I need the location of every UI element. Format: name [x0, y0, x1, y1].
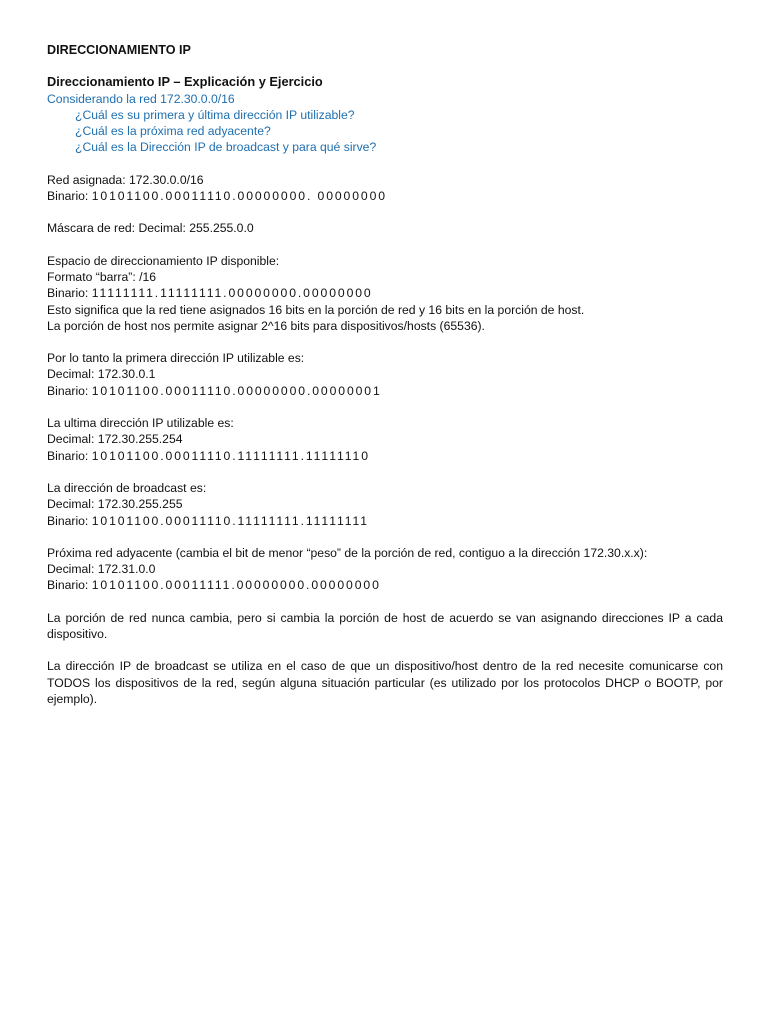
spacer — [47, 237, 727, 253]
espacio-title: Espacio de direccionamiento IP disponible: — [47, 253, 280, 268]
formato-line: Formato “barra”: /16 — [47, 269, 157, 284]
binario-value: 10101100.00011110.00000000.00000001 — [91, 383, 382, 398]
spacer — [47, 58, 727, 74]
decimal-value: 172.30.0.1 — [97, 367, 156, 382]
primera-title: Por lo tanto la primera dirección IP utilizable es: — [47, 351, 305, 366]
decimal-label: Decimal: — [47, 367, 95, 382]
decimal-value: 172.30.255.255 — [97, 497, 183, 512]
document-subheading: Direccionamiento IP – Explicación y Ejercicio — [47, 74, 323, 90]
decimal-value: 172.31.0.0 — [97, 562, 156, 577]
binario-label: Binario: — [47, 578, 89, 593]
decimal-value: 172.30.255.254 — [97, 432, 183, 447]
spacer — [47, 399, 727, 415]
proxima-title: Próxima red adyacente (cambia el bit de menor “peso” de la porción de red, contiguo a la dirección 172.30.x.x): — [47, 545, 648, 560]
spacer — [47, 594, 727, 610]
binario-value: 10101100.00011110.00000000. 00000000 — [91, 189, 387, 204]
binario-value: 10101100.00011110.11111111.11111111 — [91, 513, 369, 528]
spacer — [47, 156, 727, 172]
ultima-binario-line — [47, 448, 727, 464]
spacer — [47, 204, 727, 220]
question-1: ¿Cuál es su primera y última dirección IP utilizable? — [75, 107, 355, 122]
question-3: ¿Cuál es la Dirección IP de broadcast y para qué sirve? — [75, 140, 377, 155]
explicacion-line-2: La porción de host nos permite asignar 2^16 bits para dispositivos/hosts (65536). — [47, 318, 485, 333]
spacer — [47, 334, 727, 350]
binario-label: Binario: — [47, 448, 89, 463]
ultima-decimal-line — [47, 431, 727, 447]
primera-binario-line — [47, 383, 727, 399]
broadcast-binario-line — [47, 513, 727, 529]
binario-label: Binario: — [47, 513, 89, 528]
binario-label: Binario: — [47, 383, 89, 398]
paragraph-broadcast: La dirección IP de broadcast se utiliza en el caso de que un dispositivo/host dentro de la red necesite comunicarse con TODOS los dispositivos de la red, según alguna situación particular (es utilizado por los protocolos DHCP o BOOTP, por ejemplo). — [47, 659, 723, 706]
proxima-binario-line — [47, 577, 727, 593]
primera-decimal-line — [47, 366, 727, 382]
ultima-title: La ultima dirección IP utilizable es: — [47, 416, 234, 431]
decimal-label: Decimal: — [47, 497, 95, 512]
binario-value: 11111111.11111111.00000000.00000000 — [91, 286, 373, 301]
proxima-decimal-line — [47, 561, 727, 577]
document-page — [47, 42, 727, 707]
binario-label: Binario: — [47, 189, 89, 204]
decimal-label: Decimal: — [47, 432, 95, 447]
red-asignada-line: Red asignada: 172.30.0.0/16 — [47, 172, 204, 187]
spacer — [47, 464, 727, 480]
mascara-line: Máscara de red: Decimal: 255.255.0.0 — [47, 221, 254, 236]
question-2: ¿Cuál es la próxima red adyacente? — [75, 124, 271, 139]
explicacion-line-1: Esto significa que la red tiene asignados 16 bits en la porción de red y 16 bits en la porción de host. — [47, 302, 585, 317]
binario-value: 10101100.00011110.11111111.11111110 — [91, 448, 370, 463]
spacer — [47, 529, 727, 545]
decimal-label: Decimal: — [47, 562, 95, 577]
broadcast-title: La dirección de broadcast es: — [47, 480, 207, 495]
espacio-binario-line — [47, 285, 727, 301]
binario-value: 10101100.00011111.00000000.00000000 — [91, 578, 381, 593]
document-heading: DIRECCIONAMIENTO IP — [47, 43, 191, 57]
spacer — [47, 642, 727, 658]
broadcast-decimal-line — [47, 496, 727, 512]
intro-line: Considerando la red 172.30.0.0/16 — [47, 91, 235, 106]
binario-label: Binario: — [47, 286, 89, 301]
paragraph-porcion-red: La porción de red nunca cambia, pero si cambia la porción de host de acuerdo se van asignando direcciones IP a cada dispositivo. — [47, 610, 723, 642]
red-asignada-binario-line — [47, 188, 727, 204]
